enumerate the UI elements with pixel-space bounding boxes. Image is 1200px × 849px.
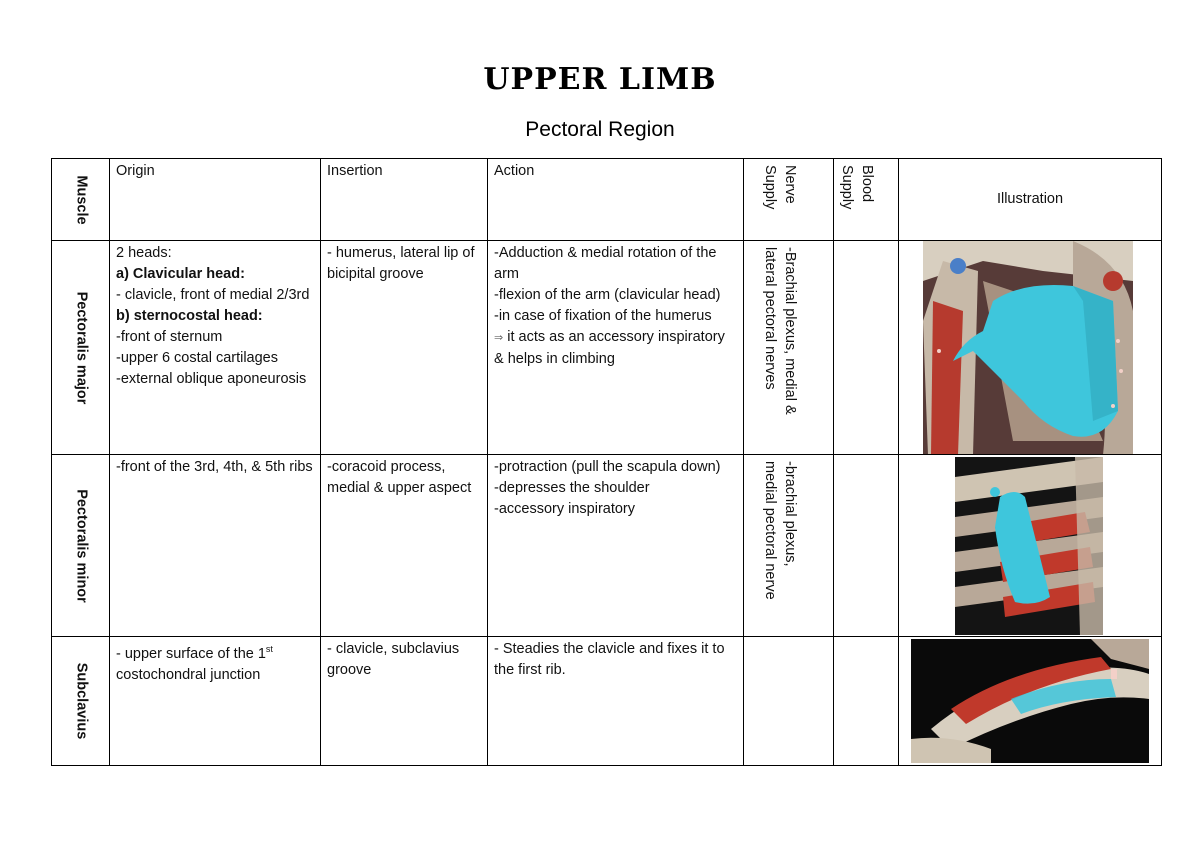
table-row bbox=[52, 637, 1162, 766]
header-origin: Origin bbox=[110, 159, 321, 241]
origin-line: -upper 6 costal cartilages bbox=[116, 350, 278, 366]
nerve-line1: -brachial plexus, bbox=[781, 461, 798, 567]
action-cell bbox=[488, 455, 744, 637]
origin-superscript: st bbox=[265, 644, 273, 654]
origin-subhead: b) sternocostal head: bbox=[116, 308, 263, 324]
header-blood-line2: Supply bbox=[839, 165, 855, 210]
insertion-cell: -coracoid process, medial & upper aspect bbox=[321, 455, 488, 637]
origin-line: - clavicle, front of medial 2/3rd bbox=[116, 287, 310, 303]
action-line: -accessory inspiratory bbox=[494, 501, 636, 517]
muscle-name-cell bbox=[52, 637, 110, 766]
action-line: -protraction (pull the scapula down) bbox=[494, 459, 721, 475]
insertion-cell: - humerus, lateral lip of bicipital groove bbox=[321, 241, 488, 455]
pectoralis-minor-illustration bbox=[955, 457, 1103, 635]
origin-cell bbox=[110, 637, 321, 766]
header-row bbox=[52, 159, 1162, 241]
origin-line: -external oblique aponeurosis bbox=[116, 371, 307, 387]
muscle-name: Pectoralis minor bbox=[73, 488, 89, 603]
nerve-cell bbox=[744, 637, 834, 766]
page-title: UPPER LIMB bbox=[483, 62, 717, 97]
header-illustration: Illustration bbox=[899, 159, 1162, 241]
illustration-cell bbox=[899, 241, 1162, 455]
nerve-cell bbox=[744, 241, 834, 455]
header-muscle bbox=[52, 159, 110, 241]
origin-text: costochondral junction bbox=[116, 666, 261, 683]
action-cell bbox=[488, 241, 744, 455]
header-nerve-supply bbox=[744, 159, 834, 241]
nerve-line2: medial pectoral nerve bbox=[761, 461, 778, 600]
action-line bbox=[494, 327, 737, 370]
blood-cell bbox=[834, 455, 899, 637]
origin-text: - upper surface of the 1 bbox=[116, 645, 266, 662]
table-row bbox=[52, 241, 1162, 455]
action-line: -flexion of the arm (clavicular head) bbox=[494, 287, 721, 303]
muscle-name-cell bbox=[52, 241, 110, 455]
header-blood-line1: Blood bbox=[859, 165, 875, 203]
arrow-symbol: ⇒ bbox=[494, 332, 504, 344]
origin-line: -front of sternum bbox=[116, 329, 223, 345]
action-line: -depresses the shoulder bbox=[494, 480, 650, 496]
blood-cell bbox=[834, 241, 899, 455]
action-text: it acts as an accessory inspiratory & helps in climbing bbox=[494, 329, 725, 367]
subclavius-illustration bbox=[911, 639, 1149, 763]
header-insertion: Insertion bbox=[321, 159, 488, 241]
page-subtitle: Pectoral Region bbox=[525, 118, 675, 141]
illustration-cell bbox=[899, 637, 1162, 766]
illustration-cell bbox=[899, 455, 1162, 637]
nerve-line1: -Brachial plexus, medial & bbox=[781, 247, 798, 415]
insertion-cell: - clavicle, subclavius groove bbox=[321, 637, 488, 766]
header-muscle-label: Muscle bbox=[73, 174, 89, 225]
nerve-line2: lateral pectoral nerves bbox=[761, 247, 778, 390]
origin-cell: -front of the 3rd, 4th, & 5th ribs bbox=[110, 455, 321, 637]
action-cell: - Steadies the clavicle and fixes it to the first rib. bbox=[488, 637, 744, 766]
origin-line: 2 heads: bbox=[116, 245, 172, 261]
pectoralis-major-illustration bbox=[923, 241, 1133, 455]
header-blood-supply bbox=[834, 159, 899, 241]
origin-subhead: a) Clavicular head: bbox=[116, 266, 245, 282]
table-row bbox=[52, 455, 1162, 637]
muscle-table bbox=[51, 158, 1162, 766]
origin-cell bbox=[110, 241, 321, 455]
blood-cell bbox=[834, 637, 899, 766]
header-nerve-line2: Supply bbox=[761, 165, 778, 210]
header-action: Action bbox=[488, 159, 744, 241]
action-line: -Adduction & medial rotation of the arm bbox=[494, 245, 717, 282]
muscle-name-cell bbox=[52, 455, 110, 637]
header-nerve-line1: Nerve bbox=[781, 165, 798, 204]
nerve-cell bbox=[744, 455, 834, 637]
muscle-name: Subclavius bbox=[73, 662, 89, 740]
muscle-name: Pectoralis major bbox=[73, 291, 89, 404]
action-line: -in case of fixation of the humerus bbox=[494, 308, 712, 324]
